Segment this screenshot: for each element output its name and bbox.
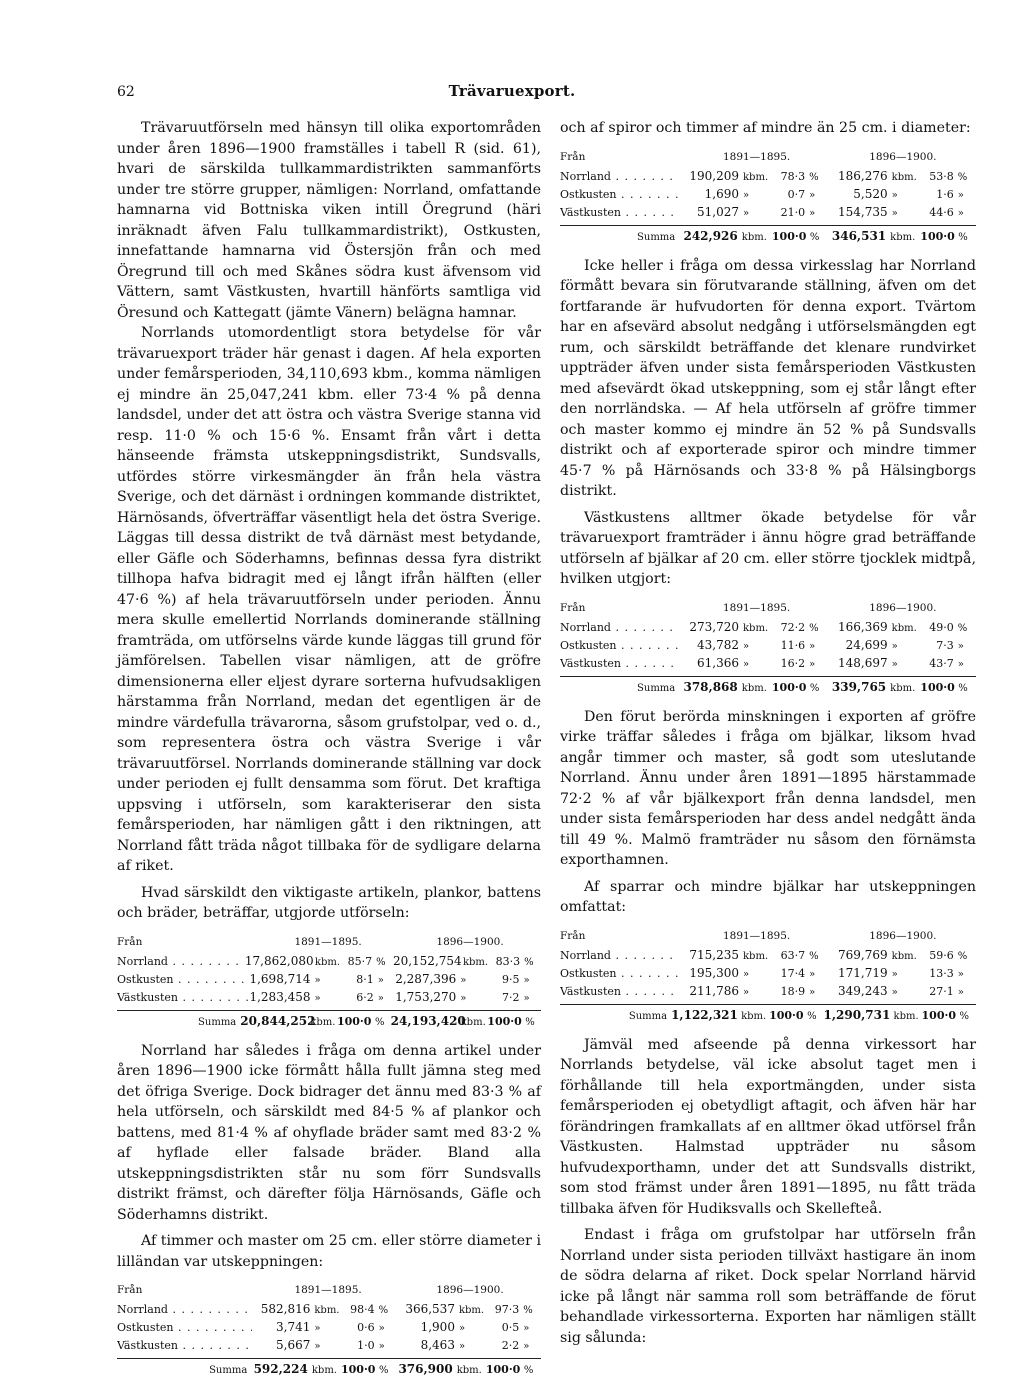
table-cell: 16·2 (780, 656, 806, 670)
table-cell: 43·7 (929, 656, 954, 670)
header-cell: Från (560, 601, 586, 614)
sum-cell: 20,844,252 (240, 1013, 316, 1028)
table-cell: 63·7 (780, 948, 806, 962)
table-cell: 1,698,714 (249, 971, 311, 986)
sum-cell: kbm. (741, 231, 767, 243)
table-cell (560, 619, 679, 636)
header-cell: 1891—1895. (722, 601, 791, 614)
sum-cell: % (523, 1365, 534, 1376)
sum-cell: % (379, 1365, 389, 1376)
table-cell: 78·3 (780, 169, 806, 183)
region-name: Ostkusten . . . (117, 1321, 252, 1334)
table-header (117, 934, 541, 951)
table-cell: kbm. (891, 950, 917, 962)
table-cell: » (891, 640, 898, 652)
table-cell: » (314, 1341, 321, 1352)
table-cell (117, 971, 249, 988)
table-cell: 5,667 (276, 1338, 311, 1352)
table-sum-row (560, 1004, 976, 1025)
table-cell: 21·0 (780, 205, 806, 219)
table-cell: kbm. (743, 622, 769, 634)
table-cell (560, 947, 679, 964)
table-cell: 0·7 (787, 187, 806, 201)
table-cell: 1,753,270 (395, 989, 457, 1004)
table-cell: 27·1 (929, 984, 954, 998)
sum-cell: kbm. (456, 1365, 482, 1376)
table-cell: 190,209 (689, 168, 739, 183)
table-row (117, 1319, 541, 1337)
header-cell: 1896—1900. (869, 601, 937, 614)
table-cell: » (743, 640, 750, 652)
sum-cell: % (959, 1010, 970, 1022)
sum-cell: % (374, 1016, 385, 1028)
table-cell: 72·2 (780, 620, 806, 634)
table-cell: » (378, 1323, 385, 1334)
sum-cell: 339,765 (831, 679, 887, 694)
table-cell: 0·6 (357, 1321, 375, 1334)
table-row (560, 204, 976, 222)
table-cell: » (743, 189, 750, 201)
table-cell: 83·3 (495, 954, 521, 968)
table-cell (560, 186, 679, 203)
table-cell: » (314, 992, 321, 1004)
paragraph: och af spiror och timmer af mindre än 25 cm. i diameter: (560, 120, 971, 136)
sum-cell: 376,900 (398, 1362, 453, 1376)
region-name: Norrland . . . (117, 1303, 252, 1316)
table-cell (560, 965, 679, 982)
table-cell: kbm. (314, 1305, 340, 1316)
table-cell: 7·3 (936, 638, 954, 652)
sum-cell: 100·0 (771, 680, 807, 694)
table-cell: kbm. (458, 1305, 485, 1316)
region-name: Norrland . . . (560, 170, 679, 183)
table-row (560, 947, 976, 965)
table-cell: 769,769 (838, 947, 888, 962)
table-cell: 24,699 (845, 637, 888, 652)
table-cell: % (809, 622, 819, 634)
table-cell: » (378, 1341, 385, 1352)
sum-cell: kbm. (310, 1016, 336, 1028)
table-cell: » (809, 658, 816, 670)
table-cell: » (314, 1323, 321, 1334)
table-cell: » (809, 986, 816, 998)
sum-cell: % (958, 682, 968, 694)
table-cell: 98·4 (350, 1303, 375, 1316)
sum-cell: % (807, 1010, 817, 1022)
table-cell: kbm. (891, 622, 917, 634)
table-cell: » (957, 189, 964, 201)
table-cell: 186,276 (838, 168, 888, 183)
paragraph: Icke heller i fråga om dessa virkesslag har Norrland förmått bevara sin förutvarande ställning, äfven om det fortfarande är hufvudorten för denna export. Tvärtom har en afsevärd absolut nedgång i utförselsmängden egt rum, och särskildt beträffande det klenare rundvirket uppträder äfven under sista femårsperioden Västkusten med afsevärdt ökad utskeppning, som ej står långt efter den norrländska. — Af hela utförseln af gröfre timmer och master kommo ej mindre än 52 % på Sundsvalls distrikt och af exporterade spiror och mindre timmer 45·7 % på Härnösands och 33·8 % på Hälsingborgs distrikt. (560, 257, 976, 499)
header-cell: 1896—1900. (869, 150, 937, 163)
header-cell: 1896—1900. (869, 929, 937, 942)
table-cell: » (809, 640, 816, 652)
paragraph: Jämväl med afseende på denna virkessort har Norrlands betydelse, väl icke absolut taget men i förhållande till hela exportmängden, under sista femårsperioden ej obetydligt aftagit, och äfven här har förändringen framkallats af en alltmer ökad utförsel från Västkusten. Halmstad uppträder nu såsom hufvudexporthamn, under det att Sundsvalls distrikt, som stod främst under åren 1891—1895, nu fått träda tillbaka äfven för Hudiksvalls och Skellefteå. (560, 1036, 976, 1217)
region-name: Västkusten . . . (560, 985, 679, 998)
paragraph: Af timmer och master om 25 cm. eller större diameter i lilländan var utskeppningen: (117, 1233, 541, 1270)
table-cell: » (458, 1323, 466, 1334)
sum-cell: % (809, 682, 820, 694)
region-name: Norrland . . . (560, 621, 679, 634)
table-cell (560, 637, 679, 654)
sum-cell: 24,193,420 (390, 1013, 466, 1028)
table-cell: » (809, 968, 816, 980)
table-cell: 49·0 (929, 620, 954, 634)
table-cell: » (891, 207, 898, 219)
table-cell: 7·2 (502, 990, 520, 1004)
table-header (560, 149, 976, 166)
table-cell: % (957, 171, 968, 183)
sum-cell: 100·0 (341, 1363, 376, 1376)
sum-cell: Summa (198, 1016, 237, 1028)
table-cell: 154,735 (838, 204, 888, 219)
table-cell: kbm. (891, 171, 917, 183)
table-cell: 2·2 (501, 1339, 520, 1352)
table-cell (117, 1337, 252, 1354)
table-cell: » (891, 968, 898, 980)
sum-cell: 346,531 (831, 228, 887, 243)
table-cell (117, 1301, 252, 1318)
table-cell: % (809, 950, 819, 962)
table-cell: 6·2 (356, 990, 374, 1004)
table-cell: 715,235 (689, 947, 739, 962)
table-cell: 53·8 (929, 169, 954, 183)
table-cell: » (957, 640, 964, 652)
table-cell: 17·4 (780, 966, 806, 980)
sum-cell: 100·0 (920, 680, 955, 694)
header-cell: Från (560, 150, 586, 163)
region-name: Västkusten . . . (117, 1339, 252, 1352)
table-row (560, 655, 976, 673)
table-cell (560, 204, 679, 221)
header-cell: 1891—1895. (294, 935, 362, 948)
table-cell: 1·0 (357, 1339, 375, 1352)
table-cell: » (957, 658, 964, 670)
region-name: Norrland . . . (560, 949, 679, 962)
table-cell: 2,287,396 (395, 971, 457, 986)
sum-cell: % (525, 1016, 535, 1028)
table-cell: 1,900 (420, 1320, 455, 1334)
right-column (560, 118, 976, 1348)
header-cell: 1891—1895. (294, 1284, 362, 1296)
table-row (117, 953, 541, 971)
region-name: Ostkusten . . . (560, 188, 679, 201)
sum-cell: 100·0 (769, 1008, 804, 1022)
table-cell: » (957, 207, 964, 219)
table-row (117, 1301, 541, 1319)
sum-cell: Summa (637, 231, 676, 243)
table-cell: kbm. (314, 956, 341, 968)
table-cell: » (523, 1341, 530, 1352)
table-cell: 366,537 (405, 1302, 455, 1316)
table-cell: 97·3 (494, 1303, 520, 1316)
header-cell: Från (560, 929, 586, 942)
table-cell: » (523, 1323, 530, 1334)
table-cell: % (378, 1305, 389, 1316)
table-cell: % (957, 622, 968, 634)
sum-cell: 100·0 (771, 229, 807, 243)
sum-cell: 242,926 (683, 228, 738, 243)
sum-cell: 100·0 (921, 1008, 956, 1022)
table-row (560, 168, 976, 186)
header-cell: Från (117, 1284, 143, 1296)
table-cell: » (743, 986, 750, 998)
table-cell: 166,369 (838, 619, 888, 634)
table-cell: kbm. (743, 950, 769, 962)
sum-cell: 1,122,321 (671, 1007, 738, 1022)
table-cell: 13·3 (929, 966, 954, 980)
table-cell: » (460, 974, 467, 986)
table-row (560, 983, 976, 1001)
table-header (560, 928, 976, 945)
region-name: Västkusten . . . (560, 206, 679, 219)
table-cell: 85·7 (347, 954, 373, 968)
region-name: Ostkusten . . . (560, 967, 679, 980)
table-sum-row (560, 225, 976, 246)
sum-cell: % (809, 231, 820, 243)
table-cell: 171,719 (838, 965, 888, 980)
sum-cell: 1,290,731 (823, 1007, 891, 1022)
paragraph: Hvad särskildt den viktigaste artikeln, plankor, battens och bräder, beträffar, utgjorde utförseln: (117, 884, 541, 921)
header-cell: 1891—1895. (722, 929, 791, 942)
table-cell (560, 168, 679, 185)
table-cell: 8·1 (356, 972, 374, 986)
table-row (117, 971, 541, 989)
sum-cell: kbm. (893, 1010, 919, 1022)
table-sparrar (560, 928, 976, 1025)
table-cell: » (809, 207, 816, 219)
table-cell: 43,782 (697, 637, 739, 652)
table-cell: 211,786 (689, 983, 739, 998)
table-cell: 3,741 (276, 1320, 311, 1334)
table-cell: 8,463 (420, 1338, 455, 1352)
header-cell: Från (117, 935, 143, 948)
region-name: Ostkusten . . . (117, 973, 249, 986)
table-row (560, 186, 976, 204)
table-cell: » (743, 968, 750, 980)
table-sum-row (117, 1358, 541, 1379)
table-cell: % (524, 956, 534, 968)
table-sum-row (117, 1010, 541, 1031)
table-row (117, 1337, 541, 1355)
table-cell: 59·6 (929, 948, 954, 962)
table-cell: kbm. (743, 171, 769, 183)
table-cell: 0·5 (501, 1321, 520, 1334)
table-header (560, 600, 976, 617)
paragraph: Västkustens alltmer ökade betydelse för vår trävaruexport framträder i ännu högre grad beträffande utförseln af bjälkar af 20 cm. eller större tjocklek midtpå, hvilken utgjort: (560, 509, 976, 587)
sum-cell: kbm. (460, 1016, 486, 1028)
table-cell: 9·5 (502, 972, 520, 986)
sum-cell: kbm. (890, 682, 916, 694)
table-cell: » (377, 992, 384, 1004)
sum-cell: Summa (628, 1010, 668, 1022)
table-cell: » (809, 189, 816, 201)
table-row (560, 619, 976, 637)
sum-cell: 100·0 (336, 1014, 372, 1028)
table-cell: » (891, 189, 898, 201)
table-cell: 5,520 (853, 186, 888, 201)
table-cell (117, 1319, 252, 1336)
sum-cell: 592,224 (253, 1362, 308, 1376)
table-cell: 1·6 (936, 187, 954, 201)
table-cell: 20,152,754 (392, 953, 462, 968)
table-plankor (117, 934, 541, 1031)
table-bjalkar (560, 600, 976, 697)
table-cell: » (891, 658, 898, 670)
table-cell: 11·6 (780, 638, 806, 652)
table-cell: 349,243 (838, 983, 888, 998)
table-cell: » (523, 974, 530, 986)
table-row (117, 989, 541, 1007)
page-title: Trävaruexport. (448, 82, 576, 100)
sum-cell: kbm. (890, 231, 916, 243)
sum-cell: 100·0 (485, 1363, 521, 1376)
paragraph: Den förut berörda minskningen i exporten af gröfre virke träffar således i fråga om bjälkar, liksom hvad angår timmer och master, så godt som uteslutande Norrland. Ännu under åren 1891—1895 härstammade 72·2 % af vår bjälkexport från denna landsdel, men under sista femårsperioden har dess andel nedgått ända till 49 %. Malmö framträder nu såsom den förnämsta exporthamnen. (560, 708, 976, 868)
table-cell (560, 655, 679, 672)
region-name: Norrland . . . (117, 955, 245, 968)
sum-cell: 100·0 (487, 1014, 522, 1028)
table-cell (560, 983, 679, 1000)
sum-cell: kbm. (311, 1365, 337, 1376)
table-cell: » (957, 986, 964, 998)
table-cell (117, 989, 249, 1006)
table-cell: 582,816 (260, 1302, 311, 1316)
sum-cell: % (958, 231, 968, 243)
table-cell: 44·6 (929, 205, 954, 219)
table-header (117, 1282, 541, 1299)
sum-cell: kbm. (741, 1010, 767, 1022)
table-cell: % (809, 171, 819, 183)
paragraph: Af sparrar och mindre bjälkar har utskeppningen omfattat: (560, 878, 976, 915)
sum-cell: 100·0 (920, 229, 955, 243)
sum-cell: Summa (209, 1365, 248, 1376)
paragraph: Norrland har således i fråga om denna artikel under åren 1896—1900 icke förmått hålla fullt jämna steg med det öfriga Sverige. Dock bidrager det ännu med 83·3 % af hela utförseln, och särskildt med 84·5 % af plankor och battens, med 81·4 % af ohyflade bräder samt med 83·2 % af hyflade eller falsade bräder. Bland alla utskeppningsdistrikten står nu som förr Sundsvalls distrikt främst, och därefter följa Härnösands, Gäfle och Söderhamns distrikt. (117, 1042, 541, 1223)
table-cell: % (957, 950, 968, 962)
region-name: Ostkusten . . . (560, 639, 679, 652)
table-sum-row (560, 676, 976, 697)
table-cell: 273,720 (689, 619, 739, 634)
paragraph: Endast i fråga om grufstolpar har utförseln från Norrland under sista perioden tillväxt hastigare än inom de södra delarna af riket. Dock spelar Norrland härvid icke på långt när samma roll som beträffande de förut behandlade virkessorterna. Exporten har nämligen ställt sig sålunda: (560, 1227, 976, 1346)
sum-cell: Summa (637, 682, 676, 694)
table-cell: » (314, 974, 321, 986)
table-cell: 195,300 (689, 965, 739, 980)
sum-cell: 378,868 (683, 679, 738, 694)
region-name: Västkusten . . . (560, 657, 679, 670)
left-column (117, 118, 541, 1389)
table-cell: » (891, 986, 898, 998)
table-cell: % (376, 956, 386, 968)
table-timmer (117, 1282, 541, 1379)
table-cell: 18·9 (780, 984, 806, 998)
table-cell: 61,366 (697, 655, 739, 670)
table-cell (117, 953, 245, 970)
table-cell: 148,697 (838, 655, 888, 670)
header-cell: 1896—1900. (436, 935, 504, 948)
sum-cell: kbm. (741, 682, 767, 694)
header-cell: 1896—1900. (436, 1284, 504, 1296)
table-cell: » (957, 968, 964, 980)
table-cell: 1,690 (704, 186, 739, 201)
paragraph: Trävaruutförseln med hänsyn till olika exportområden under åren 1896—1900 framställes i tabell R (sid. 61), hvari de särskilda tullkammardistrikten sammanförts under tre större grupper, nämligen: Norrland, omfattande hamnarna vid Bottniska viken intill Öregrund (häri inräknadt äfven Falu tullkammardistrikt), Ostkusten, innefattande hamnarna vid Östersjön från och med Öregrund till och med Skånes södra kust äfvensom vid Vättern, samt Västkusten, hvartill hänförts samtliga vid Öresund och Kattegatt (jämte Vänern) belägna hamnar. (117, 120, 541, 321)
table-row (560, 637, 976, 655)
table-cell: » (377, 974, 384, 986)
page-number: 62 (117, 84, 135, 100)
paragraph: Norrlands utomordentligt stora betydelse för vår trävaruexport träder här genast i dagen. Af hela exporten under femårsperioden, 34,110,693 kbm., komma nämligen ej mindre än 25,047,241 kbm. eller 73·4 % på denna landsdel, under det att östra och västra Sverige stanna vid resp. 11·0 % och 15·6 %. Ensamt från vårt i detta hänseende främsta utskeppningsdistrikt, Sundsvalls, utfördes större virkesmängder än från hela västra Sverige, och det därnäst i ordningen kommande distriktet, Härnösands, öfverträffar väsentligt hela det östra Sverige. Läggas till dessa distrikt de två därnäst mest betydande, eller Gäfle och Söderhamns, befinnas dessa fyra distrikt tillhopa hafva bidragit med ej långt ifrån hälften (eller 47·6 %) af hela trävaruutförseln under perioden. Ännu mera skulle emellertid Norrlands dominerande ställning framträda, om utförselns värde kunde läggas till grund för jämförelsen. Tabellen visar nämligen, att de gröfre dimensionerna eller eljest dyrare sorterna hufvudsakligen härstamma från Norrland, medan det egentligen är de mindre värdefulla trävarorna, såsom grufstolpar, ved o. d., som representera östra och västra Sverige i vår trävaruutförsel. Norrlands dominerande ställning var dock under perioden ej fullt densamma som förut. Det kraftiga uppsving i utförseln, som karakteriserar den sista femårsperioden, har nämligen gått i den riktningen, att Norrland fått träda något tillbaka för de sydligare delarna af riket. (117, 325, 541, 874)
table-cell: kbm. (462, 956, 489, 968)
table-cell: 1,283,458 (249, 989, 311, 1004)
table-cell: % (523, 1305, 533, 1316)
header-cell: 1891—1895. (722, 150, 791, 163)
region-name: Västkusten . . . (117, 991, 249, 1004)
table-spiror (560, 149, 976, 246)
table-cell: » (743, 658, 750, 670)
table-cell: » (458, 1341, 466, 1352)
table-cell: » (743, 207, 750, 219)
table-row (560, 965, 976, 983)
table-cell: » (460, 992, 467, 1004)
table-cell: 51,027 (697, 204, 739, 219)
table-cell: 17,862,080 (244, 953, 314, 968)
table-cell: » (523, 992, 530, 1004)
